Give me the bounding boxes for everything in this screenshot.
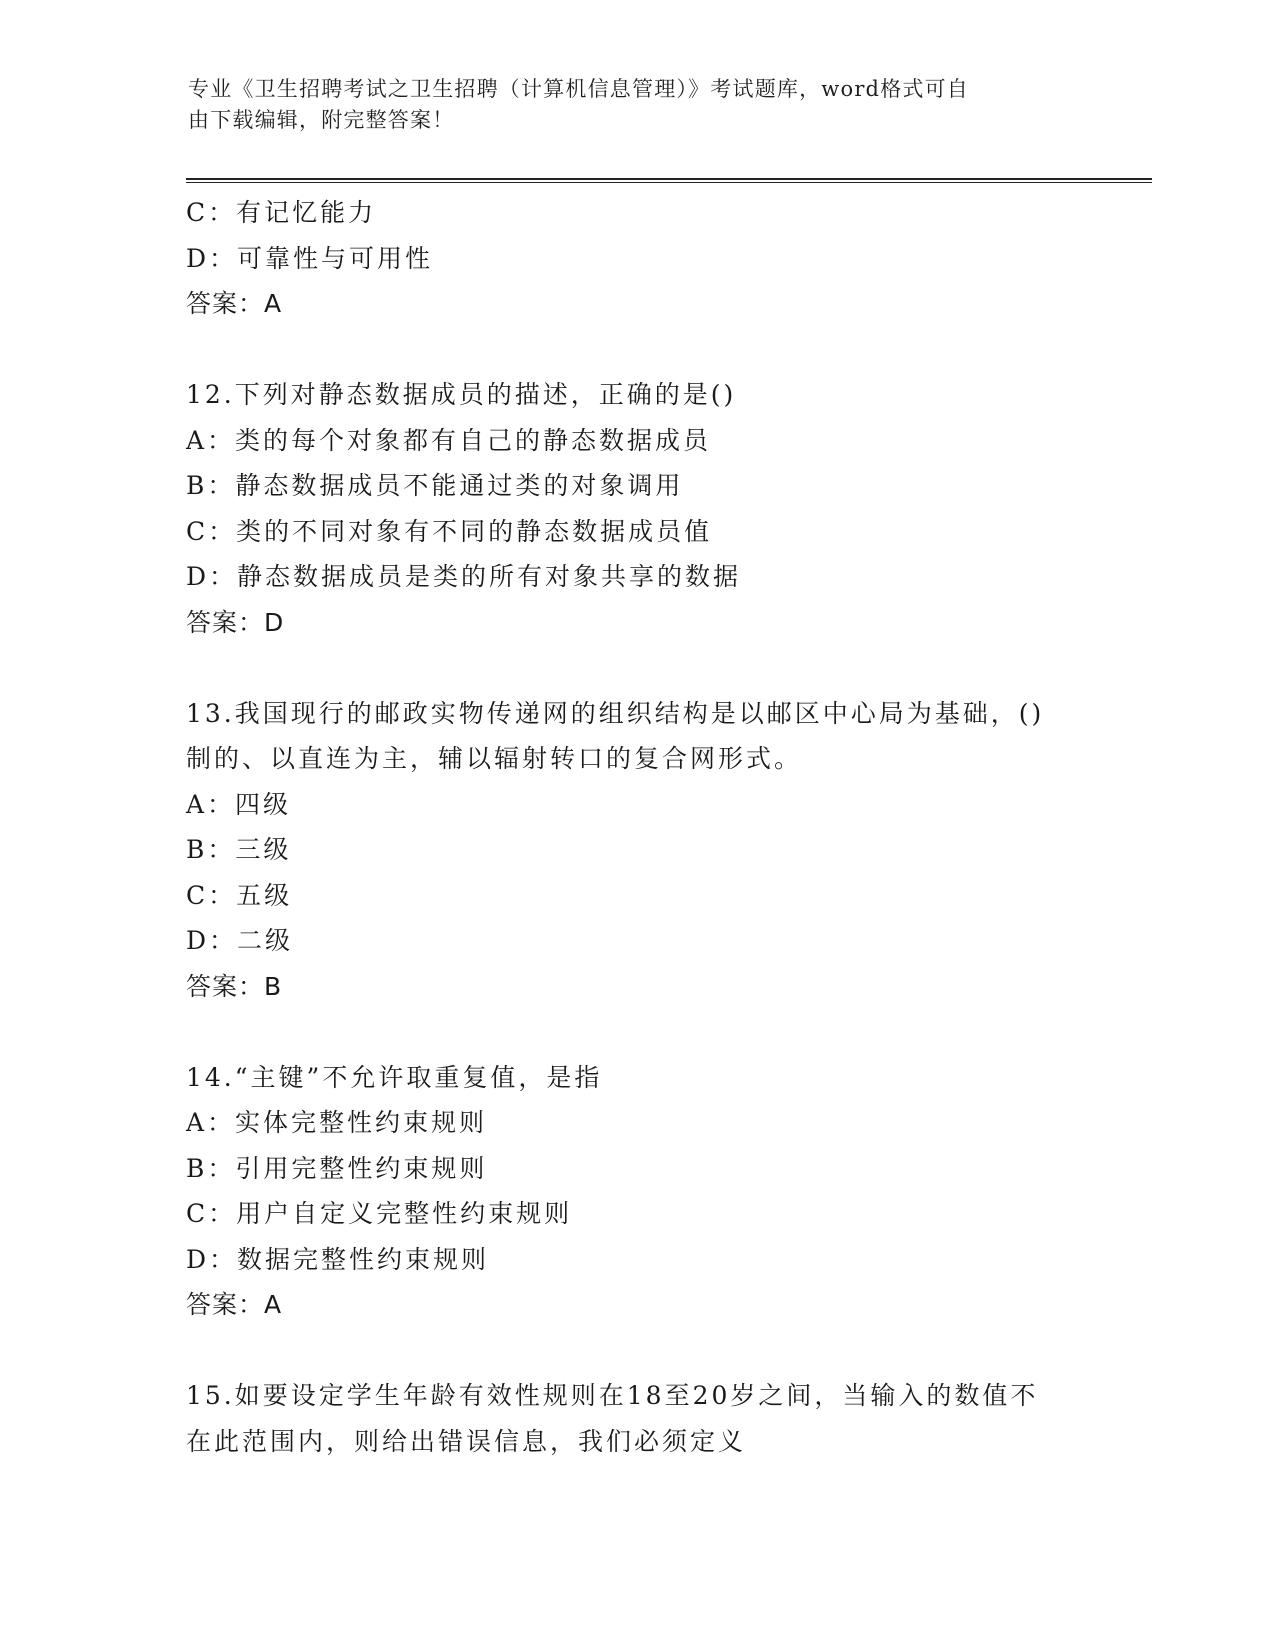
option-d: D：数据完整性约束规则 (186, 1244, 490, 1274)
question-list (186, 190, 1086, 1464)
spacer (186, 645, 1086, 691)
question-stem: 14.“主键”不允许取重复值，是指 (186, 1062, 603, 1092)
header-line-2: 由下载编辑，附完整答案！ (188, 108, 455, 132)
option-a: A：类的每个对象都有自己的静态数据成员 (186, 425, 712, 455)
question-14 (186, 1055, 1086, 1328)
option-b: B：三级 (186, 835, 292, 864)
header-line-1: 专业《卫生招聘考试之卫生招聘（计算机信息管理）》考试题库，word格式可自 (188, 77, 969, 101)
question-stem-line-1: 15.如要设定学生年龄有效性规则在18至20岁之间，当输入的数值不 (186, 1381, 1039, 1410)
question-stem-line-2: 在此范围内，则给出错误信息，我们必须定义 (186, 1426, 747, 1456)
option-a: A：四级 (186, 789, 292, 819)
option-c: C：五级 (186, 880, 293, 910)
question-11-tail (186, 190, 1086, 327)
question-stem-line-1: 13.我国现行的邮政实物传递网的组织结构是以邮区中心局为基础，() (186, 698, 1045, 728)
spacer (186, 327, 1086, 373)
option-d: D：静态数据成员是类的所有对象共享的数据 (186, 562, 742, 591)
option-b: B：引用完整性约束规则 (186, 1153, 488, 1183)
option-c: C：类的不同对象有不同的静态数据成员值 (186, 516, 713, 546)
question-stem-line-2: 制的、以直连为主，辅以辐射转口的复合网形式。 (186, 744, 803, 773)
answer: 答案：B (186, 971, 283, 1001)
header-divider (186, 178, 1152, 183)
answer: 答案：A (186, 1290, 283, 1319)
question-13 (186, 691, 1086, 1010)
option-a: A：实体完整性约束规则 (186, 1108, 488, 1137)
option-b: B：静态数据成员不能通过类的对象调用 (186, 471, 684, 500)
option-c: C：用户自定义完整性约束规则 (186, 1199, 573, 1228)
answer: 答案：A (186, 289, 283, 318)
option-c: C：有记忆能力 (186, 198, 377, 227)
answer: 答案：D (186, 607, 285, 637)
option-d: D：可靠性与可用性 (186, 243, 434, 273)
option-d: D：二级 (186, 926, 294, 955)
spacer (186, 1328, 1086, 1374)
question-12 (186, 372, 1086, 645)
question-15 (186, 1373, 1086, 1464)
question-stem: 12.下列对静态数据成员的描述，正确的是() (186, 380, 737, 409)
spacer (186, 1009, 1086, 1055)
document-header (188, 74, 1068, 136)
